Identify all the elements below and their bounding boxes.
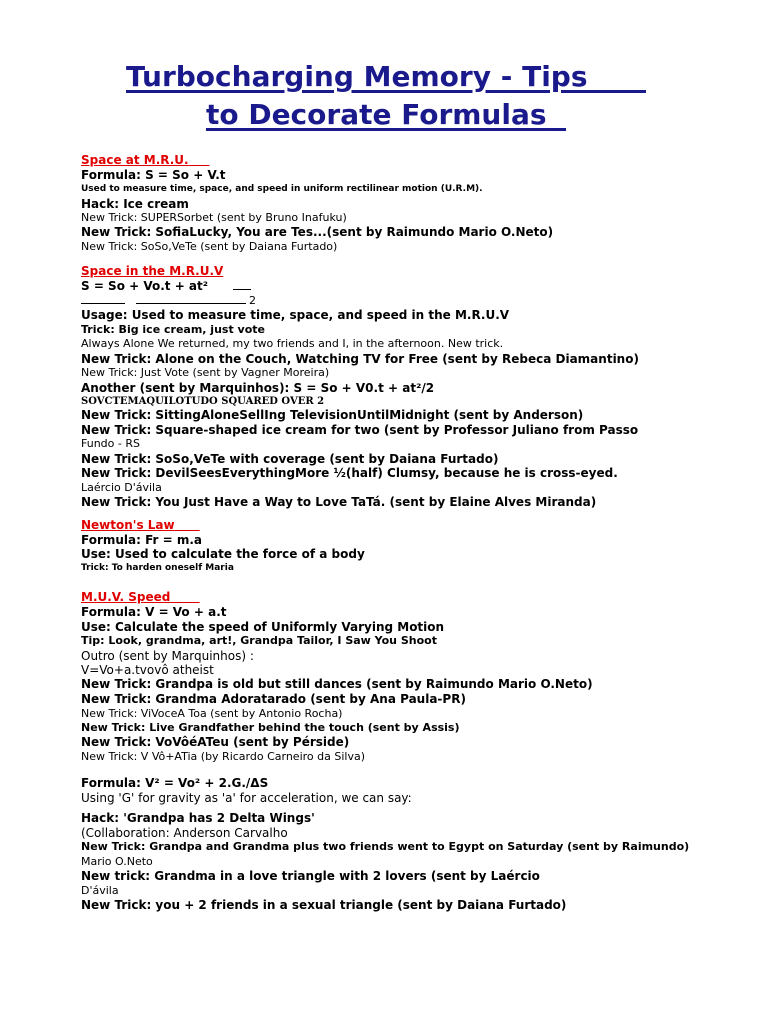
- section-heading-speed: M.U.V. Speed: [81, 589, 171, 604]
- torricelli-new-trick-2: New trick: Grandma in a love triangle with 2 lovers (sent by Laércio: [81, 869, 540, 883]
- mruv-new-trick-4-cont: Fundo - RS: [81, 437, 140, 451]
- torricelli-new-trick-1-cont: Mario O.Neto: [81, 854, 153, 868]
- mru-trick-3: New Trick: SoSo,VeTe (sent by Daiana Furtado): [81, 240, 338, 254]
- title-underline-tail-2: [547, 98, 567, 131]
- speed-new-trick-2: New Trick: Grandma Adoratarado (sent by Ana Paula-PR): [81, 691, 466, 706]
- mruv-story: Always Alone We returned, my two friends and I, in the afternoon. New trick.: [81, 337, 504, 351]
- mru-hack: Hack: Ice cream: [81, 196, 189, 211]
- speed-tip: Tip: Look, grandma, art!, Grandpa Tailor, I Saw You Shoot: [81, 634, 437, 648]
- torricelli-new-trick-3: New Trick: you + 2 friends in a sexual triangle (sent by Daiana Furtado): [81, 897, 567, 912]
- torricelli-using: Using 'G' for gravity as 'a' for acceleration, we can say:: [81, 790, 412, 805]
- document-title: [0, 58, 768, 134]
- torricelli-hack: Hack: 'Grandpa has 2 Delta Wings': [81, 811, 315, 826]
- speed-outro-formula: V=Vo+a.tvovô atheist: [81, 663, 214, 678]
- torricelli-collaboration: (Collaboration: Anderson Carvalho: [81, 825, 288, 840]
- mruv-new-trick-3: New Trick: SittingAloneSellIng TelevisionUntilMidnight (sent by Anderson): [81, 408, 584, 423]
- mruv-new-trick-7: New Trick: You Just Have a Way to Love TaTá. (sent by Elaine Alves Miranda): [81, 495, 597, 510]
- speed-outro: Outro (sent by Marquinhos) :: [81, 648, 254, 663]
- mruv-new-trick-1: New Trick: Alone on the Couch, Watching TV for Free (sent by Rebeca Diamantino): [81, 351, 639, 366]
- document-body: [81, 153, 761, 912]
- mruv-formula-denominator: 2: [81, 294, 761, 308]
- section-heading-newton: Newton's Law: [81, 517, 175, 532]
- torricelli-new-trick-1: New Trick: Grandpa and Grandma plus two friends went to Egypt on Saturday (sent by Raimundo): [81, 840, 690, 854]
- section-heading-mru: Space at M.R.U.: [81, 153, 189, 167]
- mruv-caps-mnemonic: SOVCTEMAQUILOTUDO SQUARED OVER 2: [81, 396, 325, 408]
- mruv-new-trick-4: New Trick: Square-shaped ice cream for two (sent by Professor Juliano from Passo: [81, 422, 639, 437]
- title-underline-tail-1: [588, 60, 647, 93]
- newton-use: Use: Used to calculate the force of a body: [81, 547, 365, 562]
- mruv-usage: Usage: Used to measure time, space, and speed in the M.R.U.V: [81, 308, 510, 323]
- newton-trick: Trick: To harden oneself Maria: [81, 562, 234, 573]
- speed-use: Use: Calculate the speed of Uniformly Varying Motion: [81, 619, 445, 634]
- newton-formula: Formula: Fr = m.a: [81, 532, 203, 547]
- mruv-new-trick-2: New Trick: Just Vote (sent by Vagner Moreira): [81, 366, 330, 380]
- mru-trick-1: New Trick: SUPERSorbet (sent by Bruno Inafuku): [81, 211, 347, 225]
- speed-new-trick-1: New Trick: Grandpa is old but still dances (sent by Raimundo Mario O.Neto): [81, 677, 593, 692]
- title-line-2: to Decorate Formulas: [205, 98, 547, 131]
- torricelli-formula: Formula: V² = Vo² + 2.G./ΔS: [81, 776, 269, 791]
- speed-formula: Formula: V = Vo + a.t: [81, 604, 227, 619]
- torricelli-new-trick-2-cont: D'ávila: [81, 883, 119, 897]
- title-line-1: Turbocharging Memory - Tips: [126, 60, 588, 93]
- speed-new-trick-6: New Trick: V Vô+ATia (by Ricardo Carneiro da Silva): [81, 750, 365, 764]
- mruv-new-trick-5: New Trick: SoSo,VeTe with coverage (sent by Daiana Furtado): [81, 451, 499, 466]
- speed-new-trick-5: New Trick: VoVôéATeu (sent by Pérside): [81, 735, 350, 750]
- mruv-new-trick-6: New Trick: DevilSeesEverythingMore ½(half) Clumsy, because he is cross-eyed.: [81, 466, 618, 481]
- mruv-formula-numerator: S = So + Vo.t + at²: [81, 279, 761, 294]
- mruv-new-trick-6-cont: Laércio D'ávila: [81, 480, 162, 494]
- mruv-trick: Trick: Big ice cream, just vote: [81, 322, 265, 336]
- mru-trick-2: New Trick: SofiaLucky, You are Tes...(sent by Raimundo Mario O.Neto): [81, 225, 554, 240]
- mru-formula: Formula: S = So + V.t: [81, 168, 226, 182]
- mruv-another: Another (sent by Marquinhos): S = So + V0.t + at²/2: [81, 380, 435, 395]
- section-heading-mruv: Space in the M.R.U.V: [81, 264, 224, 279]
- speed-new-trick-4: New Trick: Live Grandfather behind the touch (sent by Assis): [81, 720, 460, 734]
- mru-usage: Used to measure time, space, and speed in uniform rectilinear motion (U.R.M).: [81, 183, 483, 194]
- speed-new-trick-3: New Trick: ViVoceA Toa (sent by Antonio Rocha): [81, 706, 343, 720]
